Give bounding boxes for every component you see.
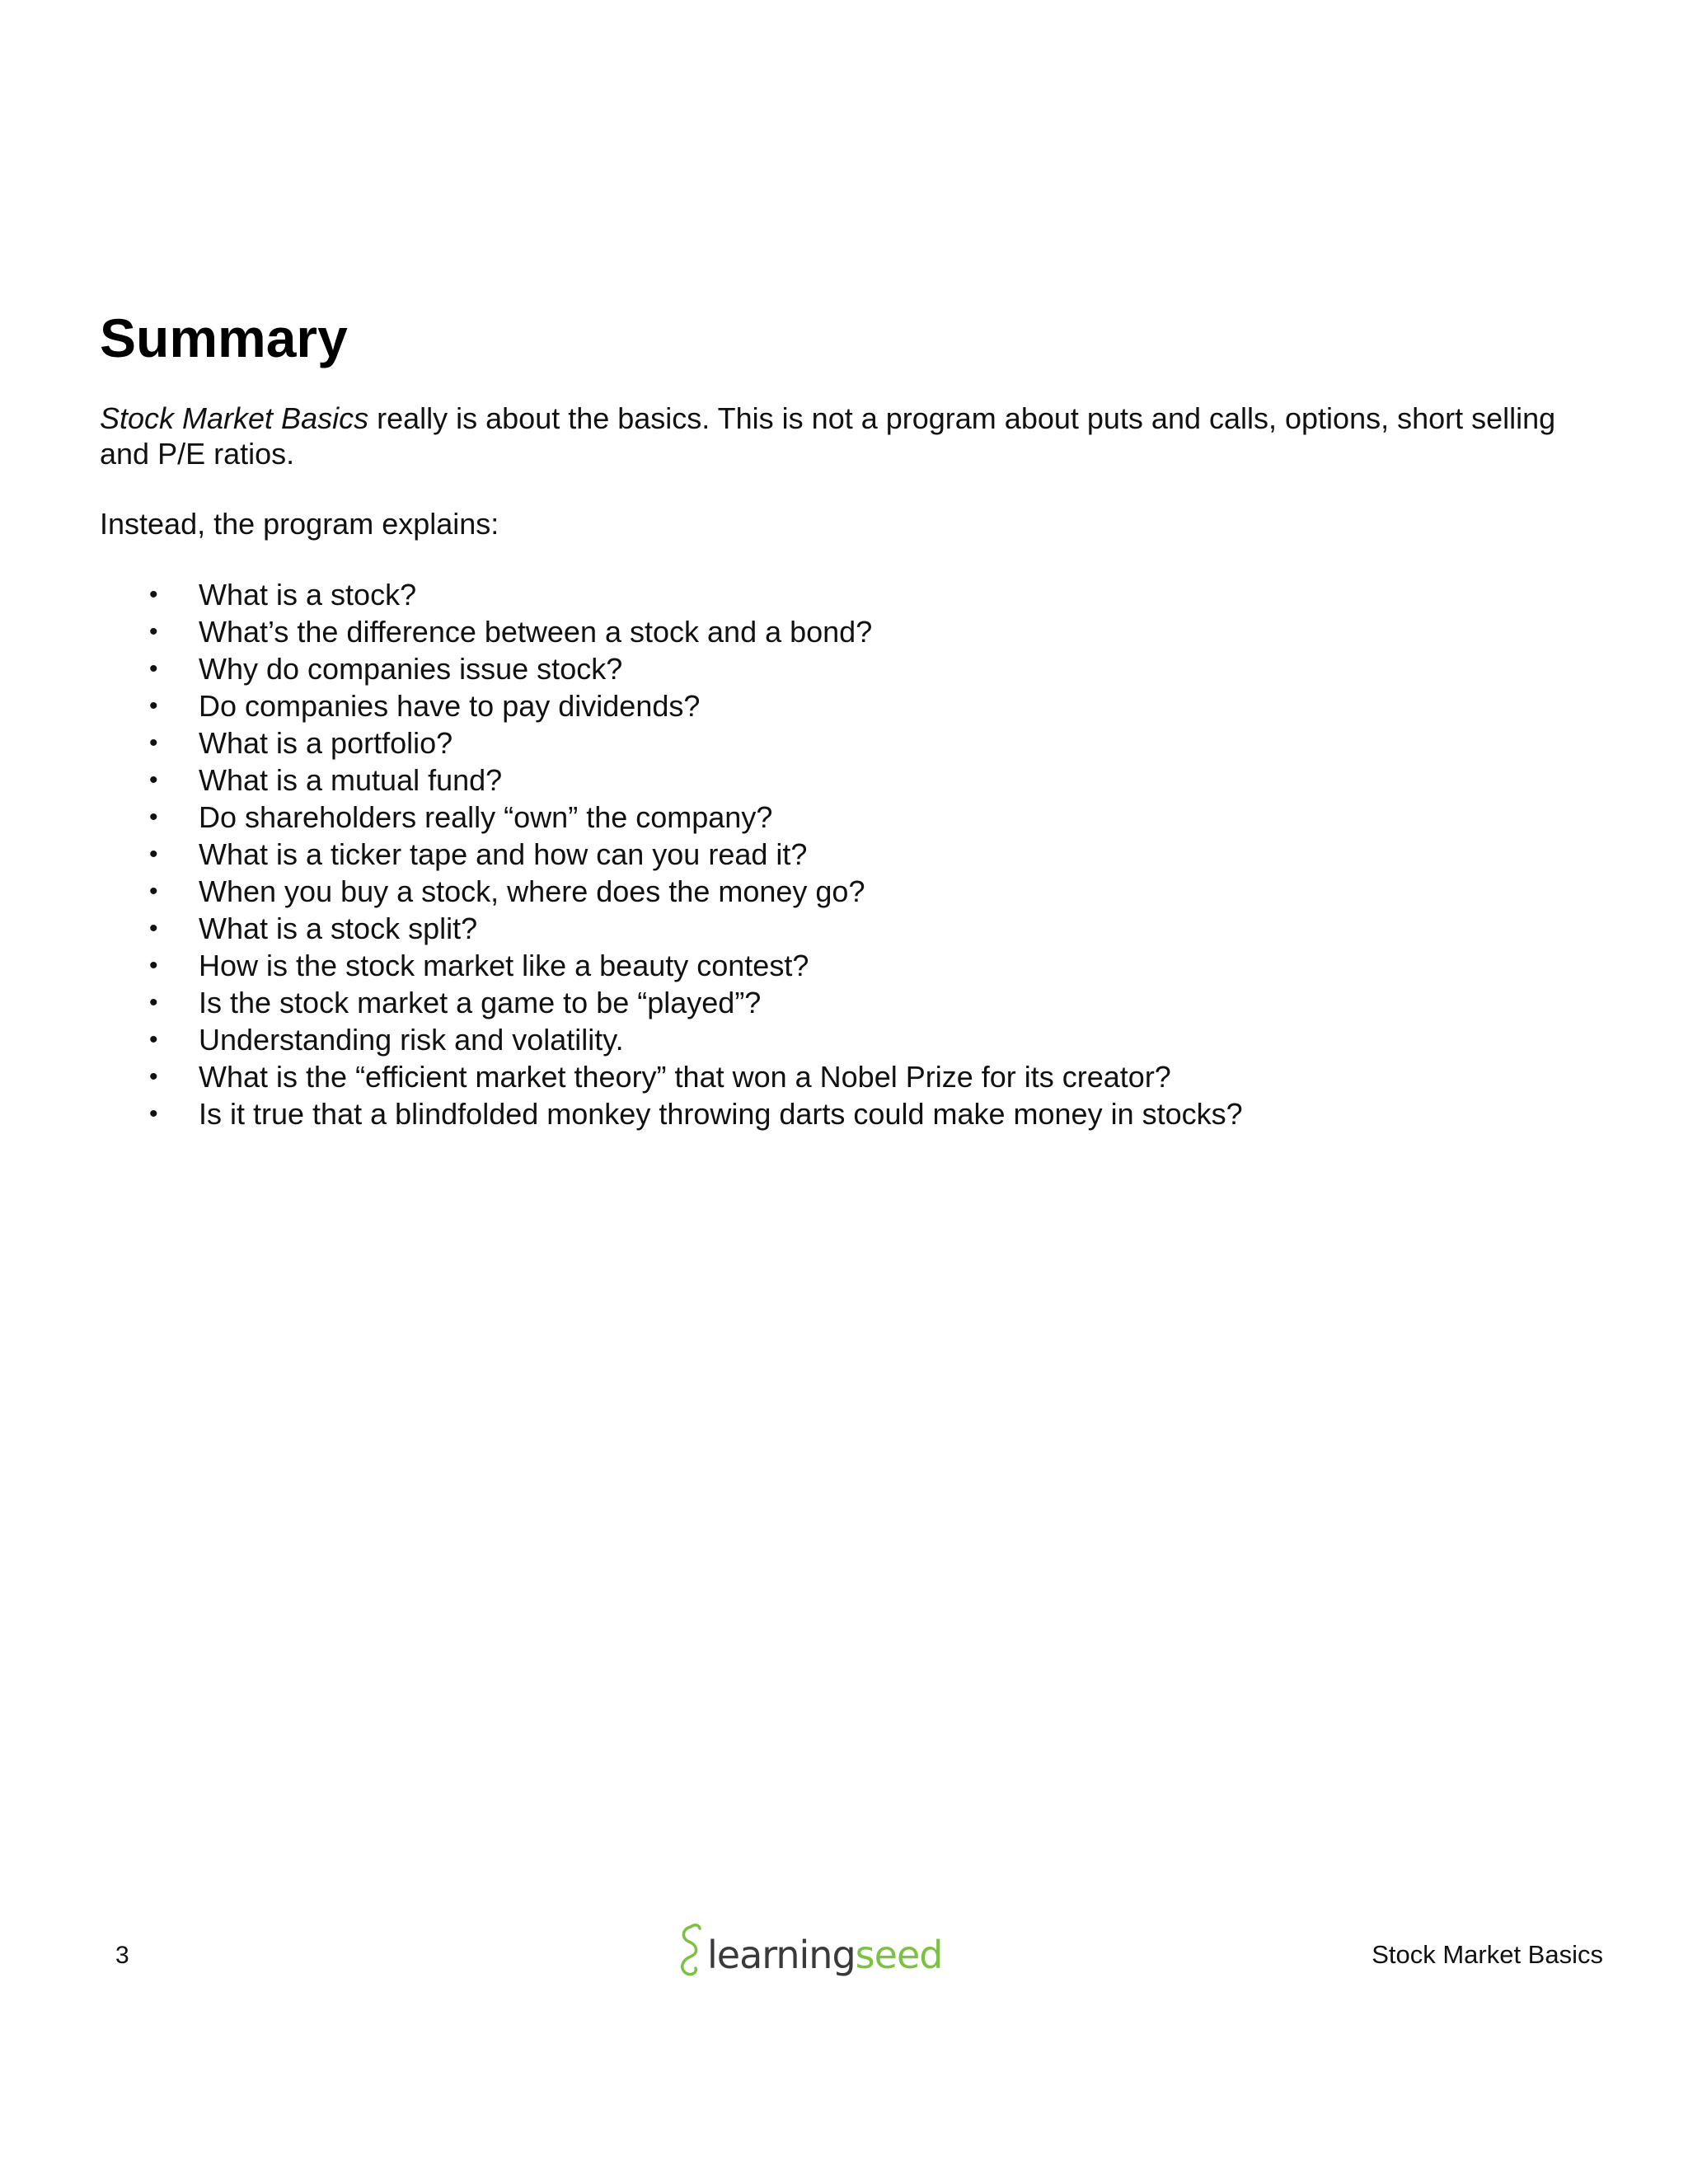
- list-item: [100, 576, 1600, 613]
- bullet-icon: •: [149, 581, 158, 608]
- intro-text: really is about the basics. This is not a program about puts and calls, options, short selling and P/E ratios.: [100, 401, 1556, 471]
- bullet-icon: •: [149, 804, 158, 831]
- logo-wordmark: [707, 1932, 942, 1978]
- list-item: [100, 1021, 1600, 1058]
- list-item-text: Do companies have to pay dividends?: [199, 689, 701, 723]
- list-item: [100, 650, 1600, 687]
- bullet-icon: •: [149, 878, 158, 905]
- list-item: [100, 984, 1600, 1021]
- program-title-italic: Stock Market Basics: [100, 401, 369, 435]
- list-item-text: How is the stock market like a beauty contest?: [199, 949, 809, 982]
- seed-sprout-icon: [674, 1920, 707, 1978]
- logo-word-learning: learning: [707, 1933, 856, 1977]
- topic-list: [100, 576, 1600, 1132]
- list-item-text: What is a ticker tape and how can you read it?: [199, 837, 808, 871]
- bullet-icon: •: [149, 989, 158, 1016]
- list-item: [100, 1095, 1600, 1132]
- bullet-icon: •: [149, 692, 158, 719]
- bullet-icon: •: [149, 1026, 158, 1053]
- list-item-text: Why do companies issue stock?: [199, 652, 623, 686]
- list-item-text: When you buy a stock, where does the money go?: [199, 874, 865, 908]
- list-item-text: Is the stock market a game to be “played”?: [199, 986, 762, 1019]
- list-item-text: What is a stock?: [199, 578, 417, 612]
- list-item: [100, 762, 1600, 799]
- intro-paragraph: [100, 401, 1600, 471]
- bullet-icon: •: [149, 952, 158, 979]
- list-item: [100, 836, 1600, 873]
- list-item-text: What is the “efficient market theory” that won a Nobel Prize for its creator?: [199, 1060, 1171, 1094]
- bullet-icon: •: [149, 618, 158, 645]
- list-item: [100, 947, 1600, 984]
- lead-sentence: Instead, the program explains:: [100, 507, 499, 541]
- list-item-text: Is it true that a blindfolded monkey throwing darts could make money in stocks?: [199, 1097, 1243, 1131]
- bullet-icon: •: [149, 841, 158, 868]
- page-title: Summary: [100, 307, 348, 368]
- list-item: [100, 799, 1600, 836]
- bullet-icon: •: [149, 729, 158, 757]
- list-item: [100, 724, 1600, 762]
- page-number: 3: [115, 1942, 129, 1969]
- logo-word-seed: seed: [855, 1933, 943, 1977]
- footer-document-title: Stock Market Basics: [1372, 1940, 1603, 1969]
- bullet-icon: •: [149, 1063, 158, 1090]
- list-item: [100, 910, 1600, 947]
- bullet-icon: •: [149, 655, 158, 682]
- learningseed-logo: [674, 1920, 942, 1978]
- list-item-text: What is a portfolio?: [199, 726, 453, 760]
- page-body: [100, 305, 1600, 1132]
- list-item-text: Understanding risk and volatility.: [199, 1023, 624, 1057]
- list-item-text: What is a mutual fund?: [199, 763, 503, 797]
- page-footer: [0, 1912, 1688, 1978]
- list-item: [100, 1058, 1600, 1095]
- bullet-icon: •: [149, 1100, 158, 1127]
- list-item: [100, 873, 1600, 910]
- bullet-icon: •: [149, 766, 158, 794]
- list-item-text: Do shareholders really “own” the company?: [199, 800, 773, 834]
- bullet-icon: •: [149, 915, 158, 942]
- list-item-text: What’s the difference between a stock and a bond?: [199, 615, 873, 649]
- list-item: [100, 687, 1600, 724]
- list-item-text: What is a stock split?: [199, 912, 478, 945]
- list-item: [100, 613, 1600, 650]
